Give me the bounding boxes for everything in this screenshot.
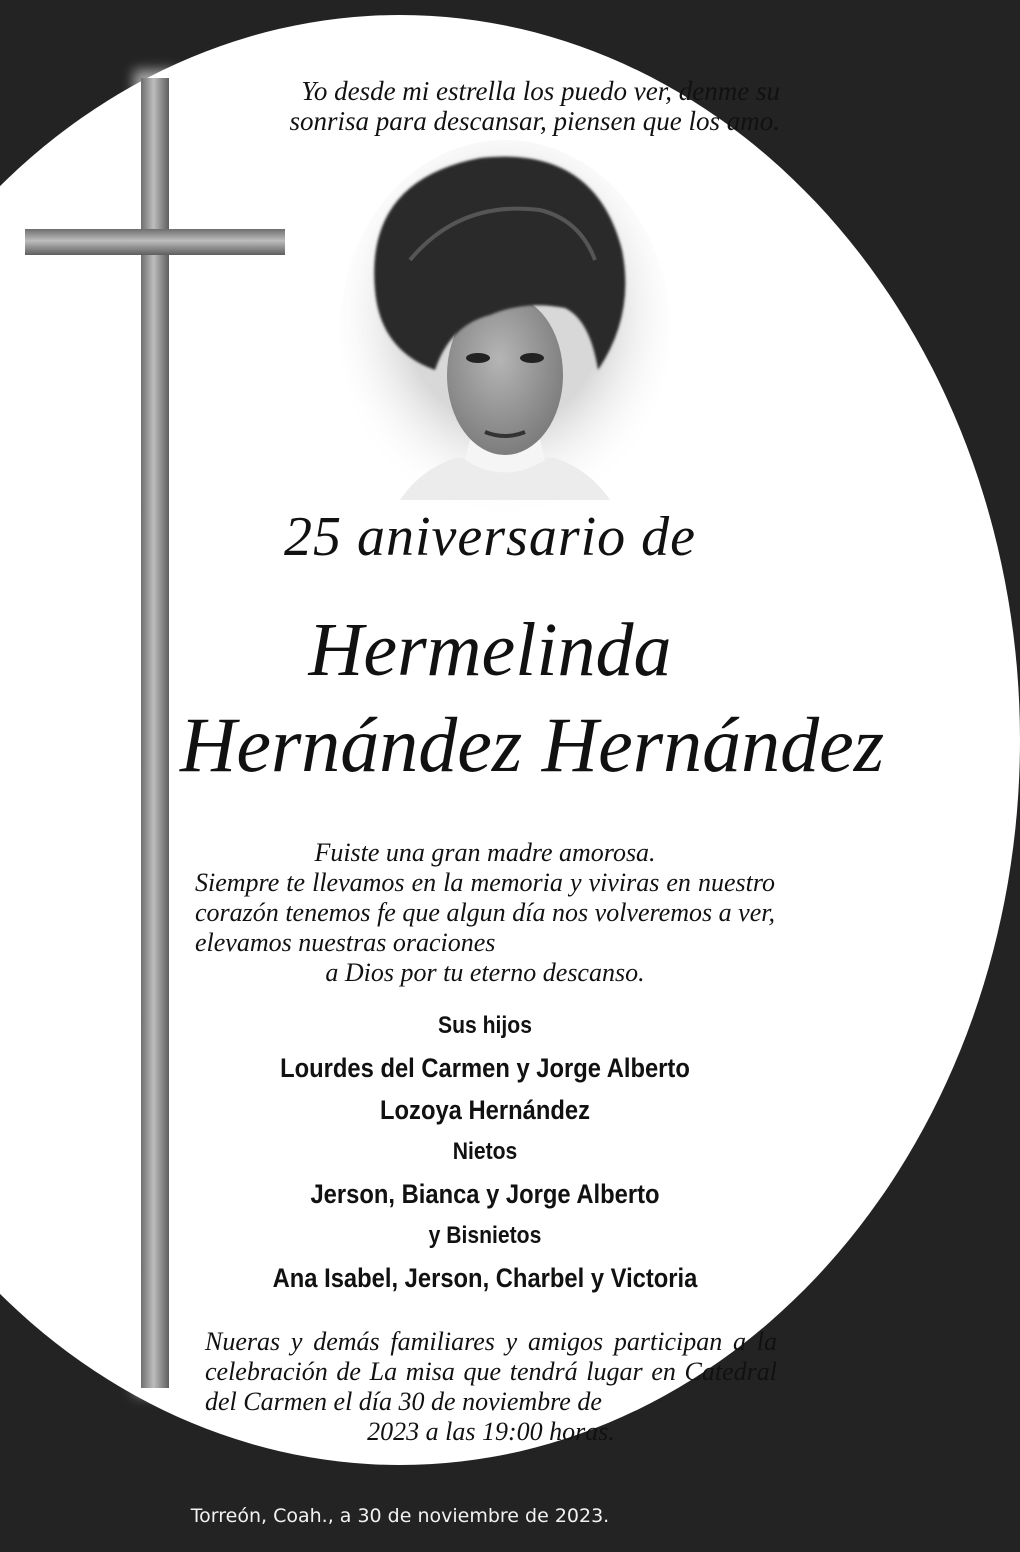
deceased-first-name: Hermelinda [308, 608, 672, 692]
quote-line-1: Yo desde mi estrella los puedo ver, denme su [301, 76, 780, 106]
message-body: Siempre te llevamos en la memoria y viviras en nuestro corazón tenemos fe que algun día nos volveremos a ver, elevamos nuestras oraciones [195, 868, 775, 957]
portrait-photo [340, 140, 670, 520]
mass-time: 2023 a las 19:00 horas. [367, 1417, 615, 1446]
deceased-surnames: Hernández Hernández [180, 701, 885, 788]
quote-line-2: sonrisa para descansar, piensen que los amo. [289, 106, 780, 136]
children-surnames: Lozoya Hernández [380, 1095, 590, 1125]
opening-quote [220, 76, 780, 136]
great-grandchildren-names: Ana Isabel, Jerson, Charbel y Victoria [272, 1263, 698, 1293]
great-grandchildren-heading: y Bisnietos [428, 1222, 542, 1249]
mass-invitation [205, 1327, 777, 1447]
memorial-message [195, 838, 775, 988]
children-heading: Sus hijos [438, 1012, 532, 1039]
message-first-line: Fuiste una gran madre amorosa. [314, 838, 656, 867]
message-last-line: a Dios por tu eterno descanso. [325, 958, 645, 987]
grandchildren-heading: Nietos [452, 1138, 518, 1165]
grandchildren-names: Jerson, Bianca y Jorge Alberto [310, 1179, 660, 1209]
place-date-footer: Torreón, Coah., a 30 de noviembre de 2023. [190, 1505, 610, 1527]
anniversary-heading: 25 aniversario de [283, 506, 697, 568]
mass-body: Nueras y demás familiares y amigos participan a la celebración de La misa que tendrá lugar en Catedral del Carmen el día 30 de noviembre de [205, 1327, 777, 1416]
family-list [195, 1005, 775, 1299]
children-names: Lourdes del Carmen y Jorge Alberto [280, 1053, 690, 1083]
